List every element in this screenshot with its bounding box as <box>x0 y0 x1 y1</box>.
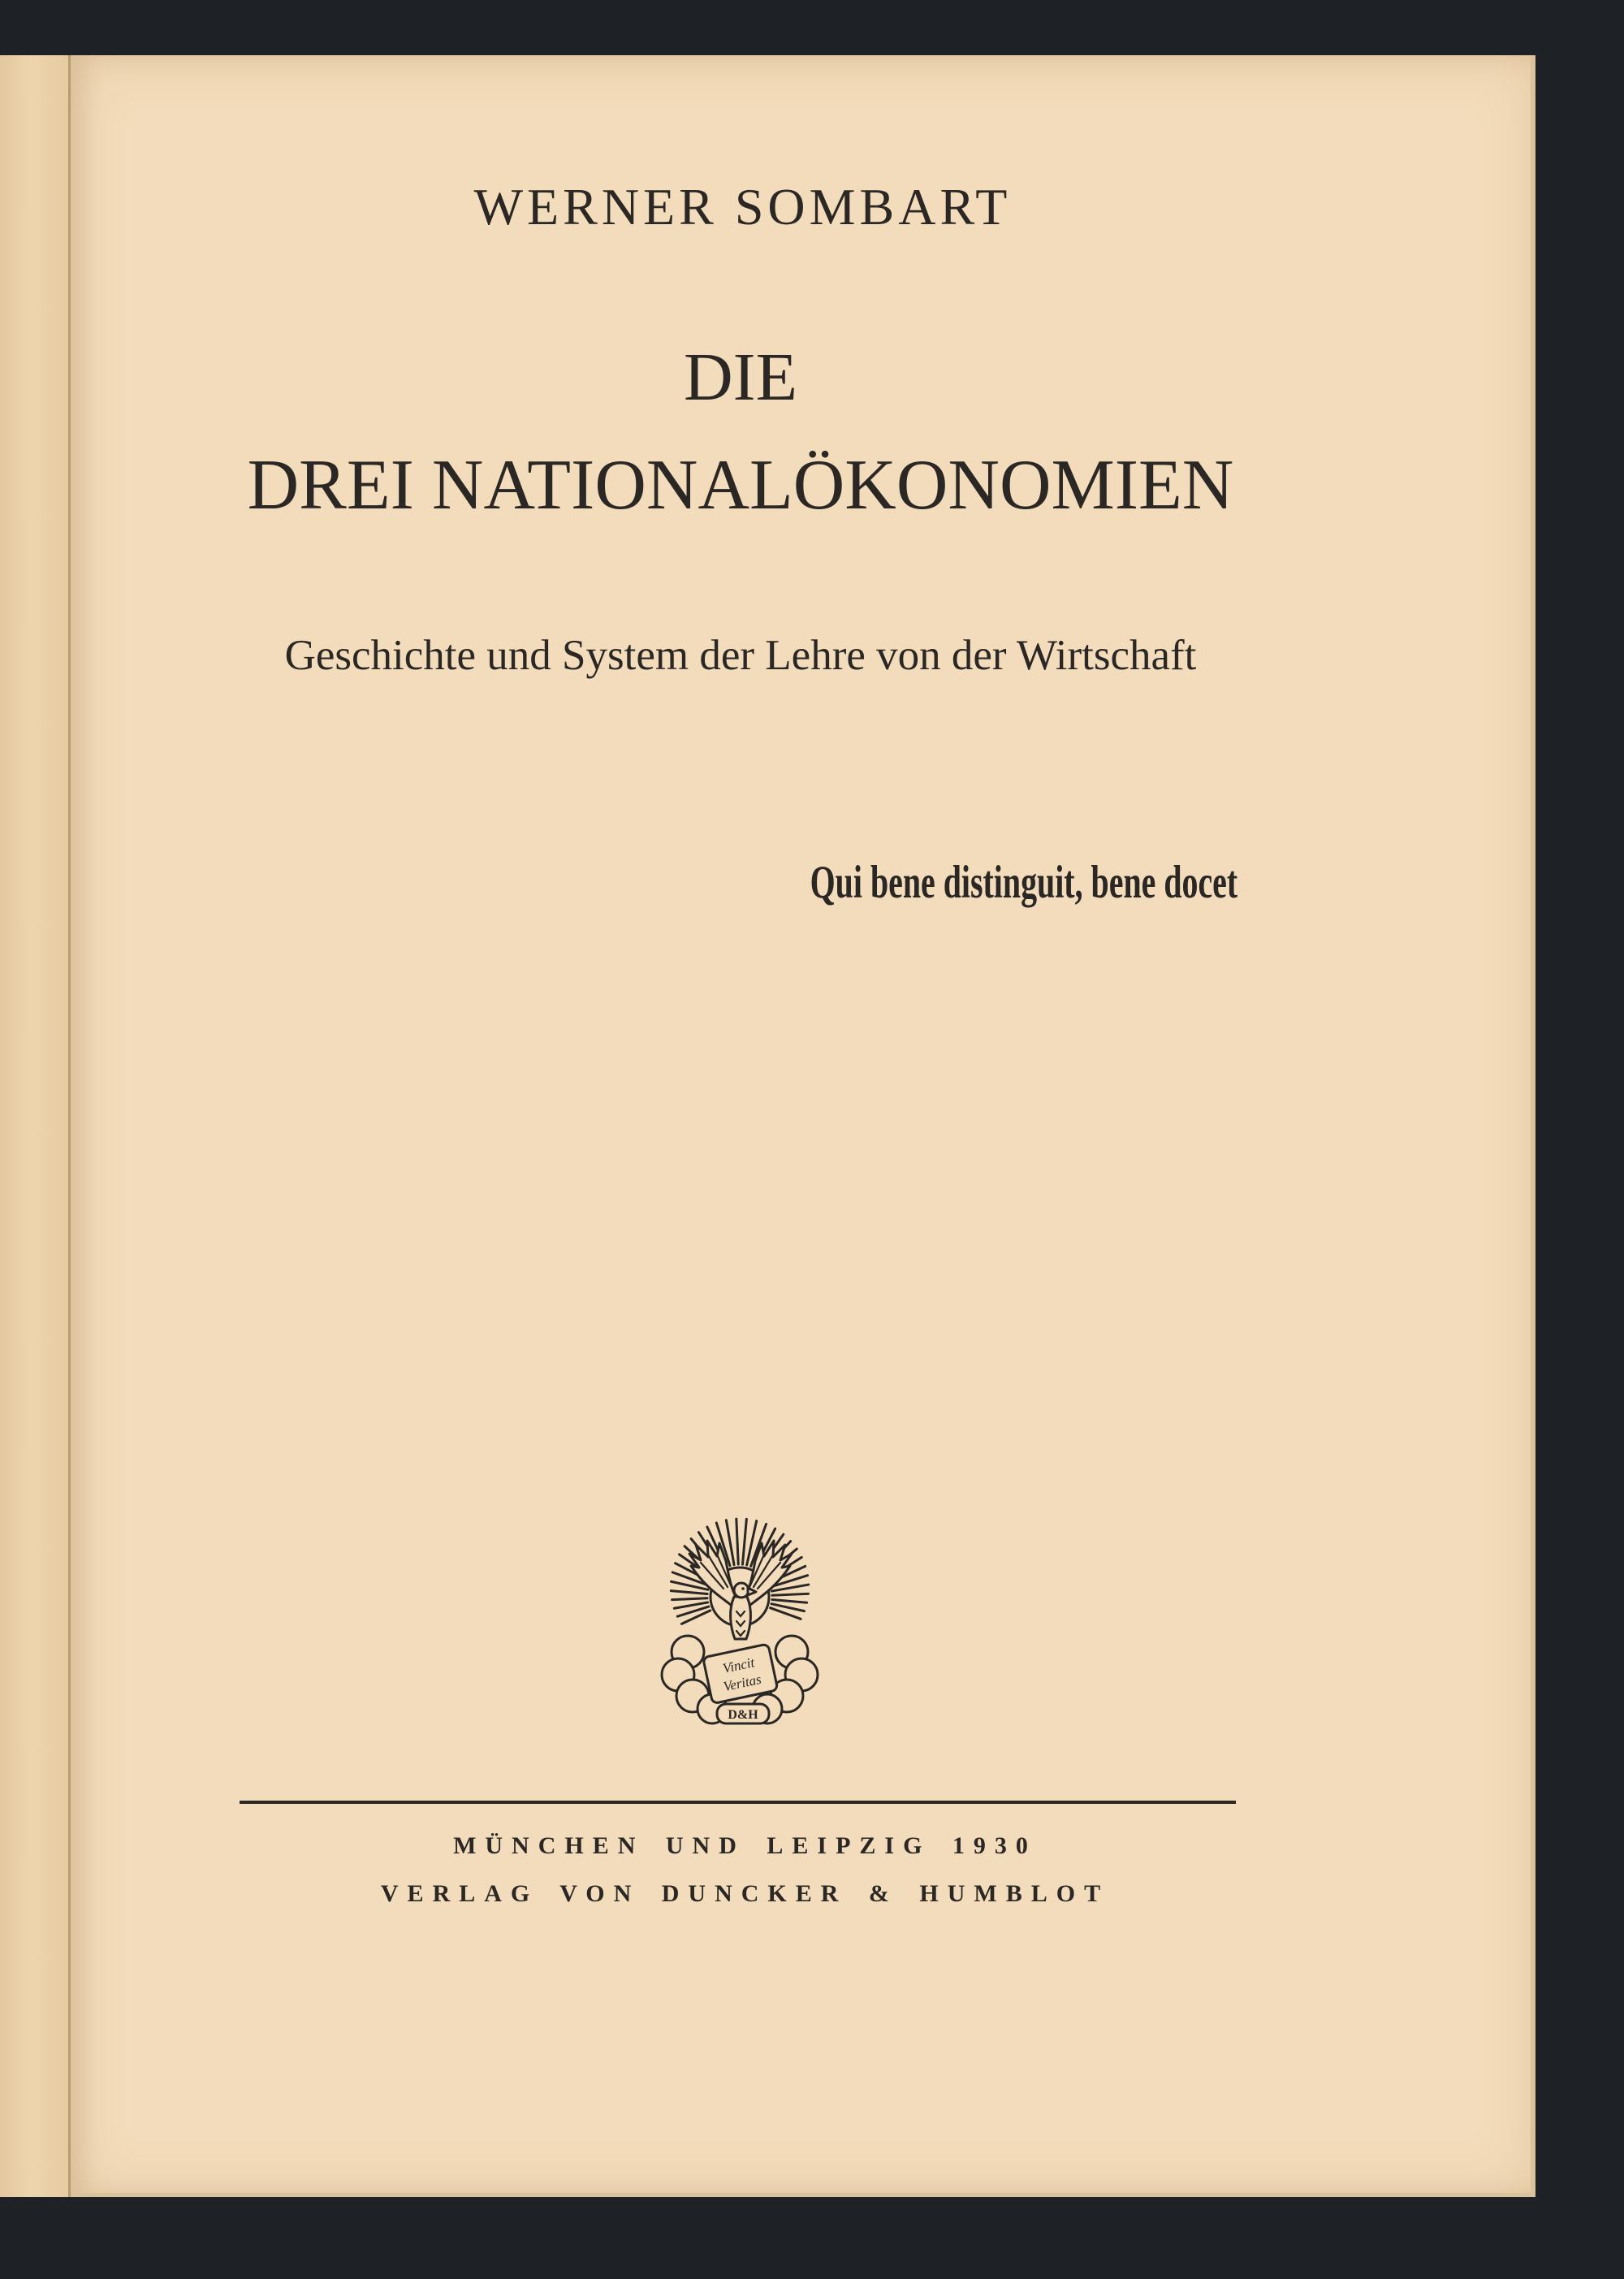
monogram-scroll <box>717 1704 769 1723</box>
page-edge-right <box>1531 55 1535 2197</box>
sun-ray <box>742 1519 746 1564</box>
title-page <box>71 55 1535 2197</box>
epigraph-motto: Qui bene distinguit, bene docet <box>810 857 1237 908</box>
logo-motto-line-2: Veritas <box>722 1671 763 1695</box>
sun-ray <box>772 1599 807 1602</box>
title-line-2: DREI NATIONALÖKONOMIEN <box>247 446 1234 525</box>
sun-ray <box>672 1598 707 1600</box>
horizontal-rule <box>240 1801 1236 1804</box>
subtitle: Geschichte und System der Lehre von der Wirtschaft <box>284 632 1197 679</box>
previous-leaf-edge <box>0 55 70 2197</box>
logo-monogram: D&H <box>728 1708 758 1722</box>
page-edge-bottom <box>71 2193 1535 2197</box>
eagle-sunburst-icon <box>650 1516 829 1736</box>
sun-ray <box>671 1591 707 1594</box>
imprint-place-year: MÜNCHEN UND LEIPZIG 1930 <box>453 1832 1037 1859</box>
imprint-publisher: VERLAG VON DUNCKER & HUMBLOT <box>380 1880 1110 1907</box>
sun-ray <box>736 1519 738 1564</box>
title-line-1: DIE <box>684 339 797 415</box>
sun-ray <box>772 1594 808 1595</box>
author-name: WERNER SOMBART <box>473 178 1012 236</box>
logo-motto-line-1: Vincit <box>721 1654 756 1676</box>
